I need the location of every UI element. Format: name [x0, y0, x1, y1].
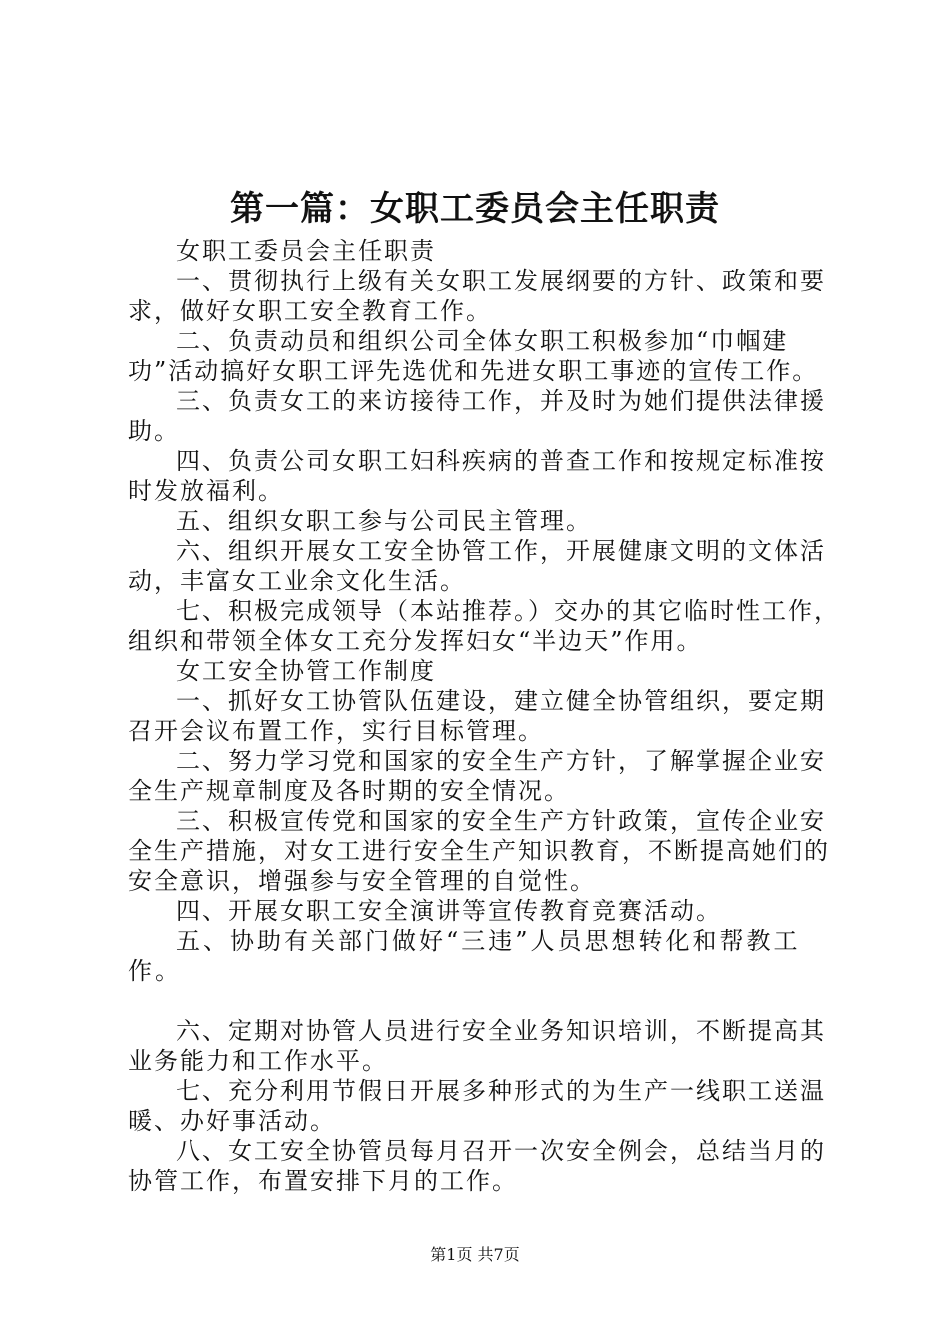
paragraph: 七、充分利用节假日开展多种形式的为生产一线职工送温暖、办好事活动。	[128, 1077, 826, 1135]
paragraph: 四、负责公司女职工妇科疾病的普查工作和按规定标准按时发放福利。	[128, 447, 826, 505]
paragraph: 二、负责动员和组织公司全体女职工积极参加“巾帼建功”活动搞好女职工评先选优和先进女职工事迹的宣传工作。	[128, 327, 819, 385]
page-footer: 第1页 共7页	[430, 1245, 520, 1264]
blank-line	[128, 986, 840, 1016]
paragraph: 七、积极完成领导（本站推荐。）交办的其它临时性工作，组织和带领全体女工充分发挥妇女“半边天”作用。	[128, 597, 840, 655]
paragraph: 八、女工安全协管员每月召开一次安全例会，总结当月的协管工作，布置安排下月的工作。	[128, 1137, 826, 1195]
document-title: 第一篇：女职工委员会主任职责	[230, 189, 720, 229]
paragraph: 三、积极宣传党和国家的安全生产方针政策，宣传企业安全生产措施，对女工进行安全生产知识教育，不断提高她们的安全意识，增强参与安全管理的自觉性。	[128, 807, 830, 895]
section-heading: 女职工委员会主任职责	[176, 237, 436, 265]
paragraph: 四、开展女职工安全演讲等宣传教育竞赛活动。	[176, 897, 722, 925]
paragraph: 六、组织开展女工安全协管工作，开展健康文明的文体活动，丰富女工业余文化生活。	[128, 537, 826, 595]
paragraph: 六、定期对协管人员进行安全业务知识培训，不断提高其业务能力和工作水平。	[128, 1017, 826, 1075]
paragraph: 三、负责女工的来访接待工作，并及时为她们提供法律援助。	[128, 387, 826, 445]
section-heading: 女工安全协管工作制度	[176, 657, 436, 685]
paragraph: 一、贯彻执行上级有关女职工发展纲要的方针、政策和要求，做好女职工安全教育工作。	[128, 267, 826, 325]
paragraph: 二、努力学习党和国家的安全生产方针，了解掌握企业安全生产规章制度及各时期的安全情况。	[128, 747, 826, 805]
paragraph: 一、抓好女工协管队伍建设，建立健全协管组织，要定期召开会议布置工作，实行目标管理。	[128, 687, 826, 745]
paragraph: 五、组织女职工参与公司民主管理。	[176, 507, 592, 535]
paragraph: 五、协助有关部门做好“三违”人员思想转化和帮教工作。	[128, 927, 801, 985]
document-body	[128, 236, 840, 1196]
